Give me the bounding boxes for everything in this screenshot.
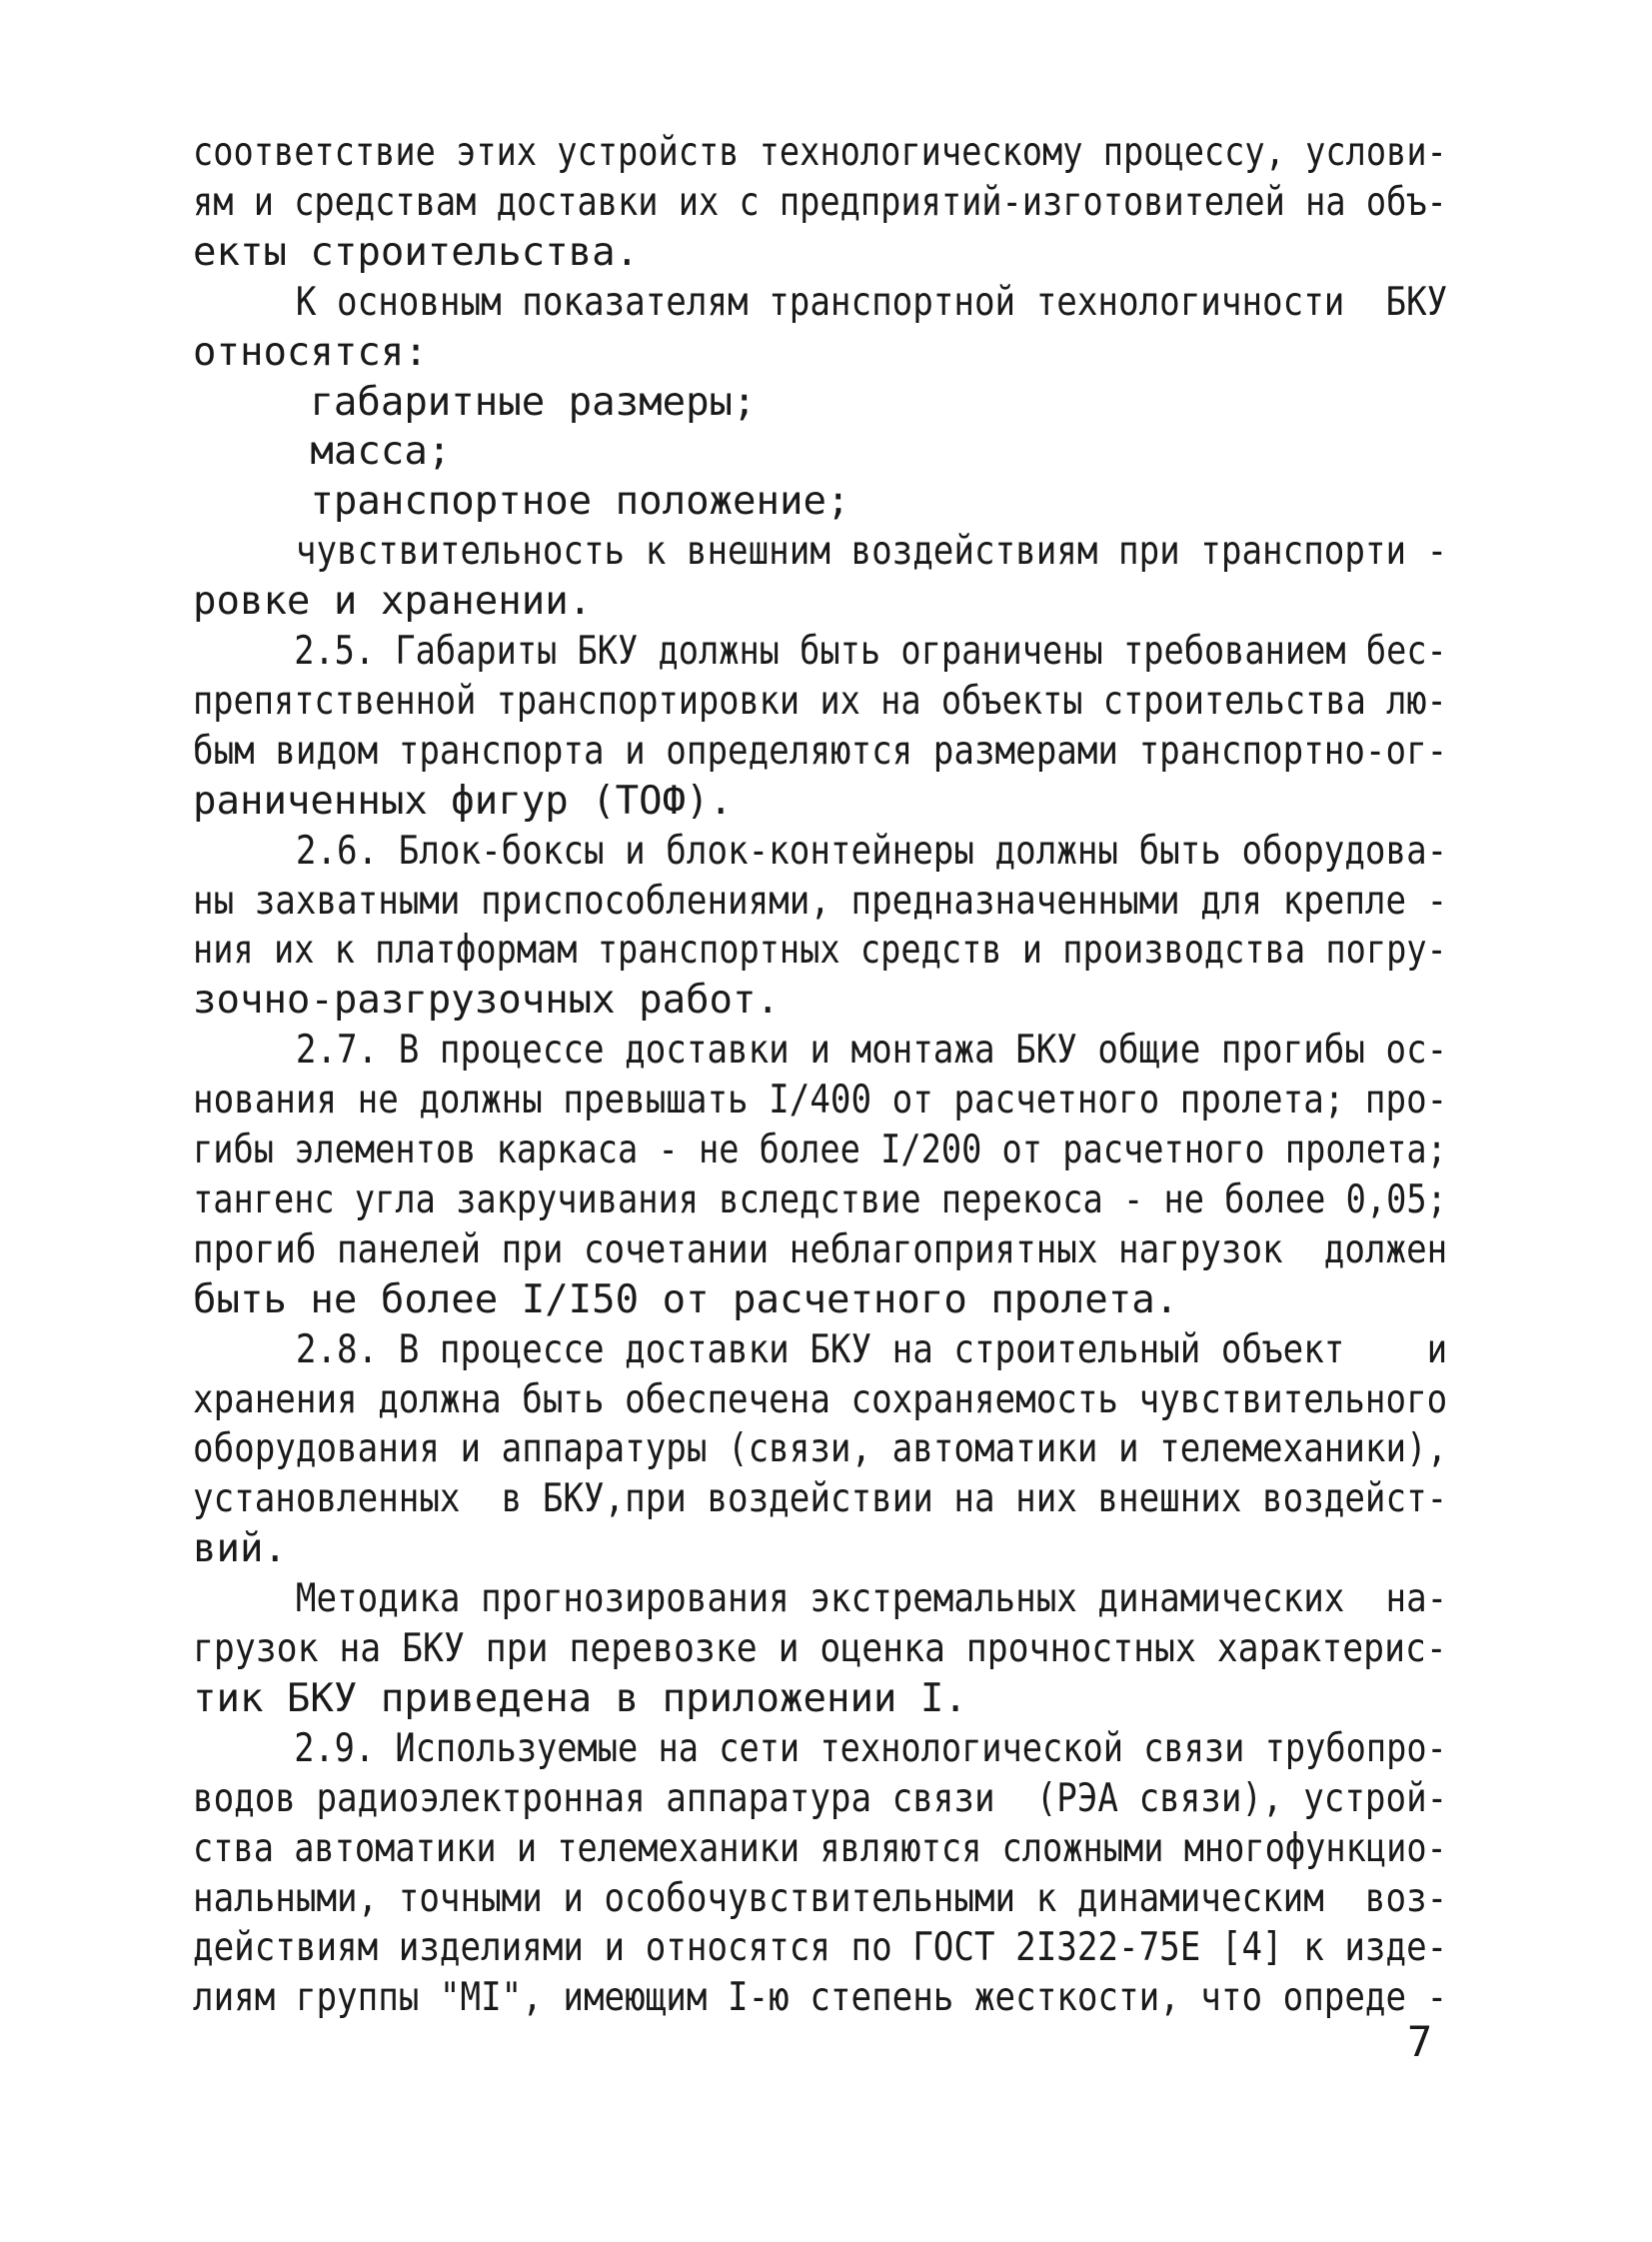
text-line: действиям изделиями и относятся по ГОСТ 2I322-75Е [4] к изде- — [193, 1925, 1448, 1971]
text-line: 2.8. В процессе доставки БКУ на строительный объект и — [193, 1326, 1448, 1372]
text-line: 2.9. Используемые на сети технологической связи трубопро- — [193, 1725, 1447, 1771]
text-line: К основным показателям транспортной технологичности БКУ — [193, 279, 1448, 325]
text-line: ны захватными приспособлениями, предназначенными для крепле - — [193, 878, 1448, 924]
text-line: ям и средствам доставки их с предприятий-изготовителей на объ- — [193, 179, 1447, 225]
text-line: относятся: — [193, 329, 428, 375]
text-line: 2.5. Габариты БКУ должны быть ограничены требованием бес- — [193, 629, 1447, 674]
text-line: нования не должны превышать I/400 от расчетного пролета; про- — [193, 1078, 1448, 1123]
text-line: прогиб панелей при сочетании неблагоприятных нагрузок должен — [193, 1226, 1448, 1272]
text-line: грузок на БКУ при перевозке и оценка прочностных характерис- — [193, 1626, 1447, 1671]
text-line: ства автоматики и телемеханики являются сложными многофункцио- — [193, 1825, 1447, 1871]
text-line: тангенс угла закручивания вследствие перекоса - не более 0,05; — [193, 1176, 1447, 1222]
text-line: оборудования и аппаратуры (связи, автоматики и телемеханики), — [193, 1426, 1448, 1472]
text-line: установленных в БКУ,при воздействии на них внешних воздейст- — [193, 1476, 1448, 1522]
text-line: екты строительства. — [193, 229, 640, 275]
text-line: тик БКУ приведена в приложении I. — [193, 1675, 967, 1721]
page-number: 7 — [1407, 2017, 1433, 2066]
text-line: быть не более I/I50 от расчетного пролета. — [193, 1276, 1179, 1322]
text-line: гибы элементов каркаса - не более I/200 от расчетного пролета; — [193, 1127, 1447, 1172]
text-line: 2.7. В процессе доставки и монтажа БКУ общие прогибы ос- — [193, 1028, 1448, 1074]
text-line: вий. — [193, 1526, 287, 1572]
text-line: соответствие этих устройств технологическому процессу, услови- — [193, 130, 1447, 175]
text-line: Методика прогнозирования экстремальных динамических на- — [193, 1576, 1448, 1622]
text-line: масса; — [193, 429, 452, 475]
text-line: 2.6. Блок-боксы и блок-контейнеры должны быть оборудова- — [193, 828, 1448, 874]
text-line: ния их к платформам транспортных средств и производства погру- — [193, 928, 1447, 974]
text-line: нальными, точными и особочувствительными к динамическим воз- — [193, 1875, 1448, 1921]
text-line: лиям группы "МI", имеющим I-ю степень жесткости, что опреде - — [193, 1975, 1448, 2021]
text-line: бым видом транспорта и определяются размерами транспортно-ог- — [193, 728, 1448, 774]
text-line: хранения должна быть обеспечена сохраняемость чувствительного — [193, 1376, 1448, 1422]
text-line: зочно-разгрузочных работ. — [193, 978, 780, 1024]
text-line: транспортное положение; — [193, 479, 850, 525]
text-line: препятственной транспортировки их на объекты строительства лю- — [193, 678, 1447, 724]
text-line: ровке и хранении. — [193, 579, 593, 625]
text-line: габаритные размеры; — [193, 379, 757, 425]
text-line: чувствительность к внешним воздействиям при транспорти - — [193, 529, 1448, 575]
text-line: водов радиоэлектронная аппаратура связи (РЭА связи), устрой- — [193, 1775, 1448, 1821]
text-line: раниченных фигур (ТОФ). — [193, 778, 734, 824]
